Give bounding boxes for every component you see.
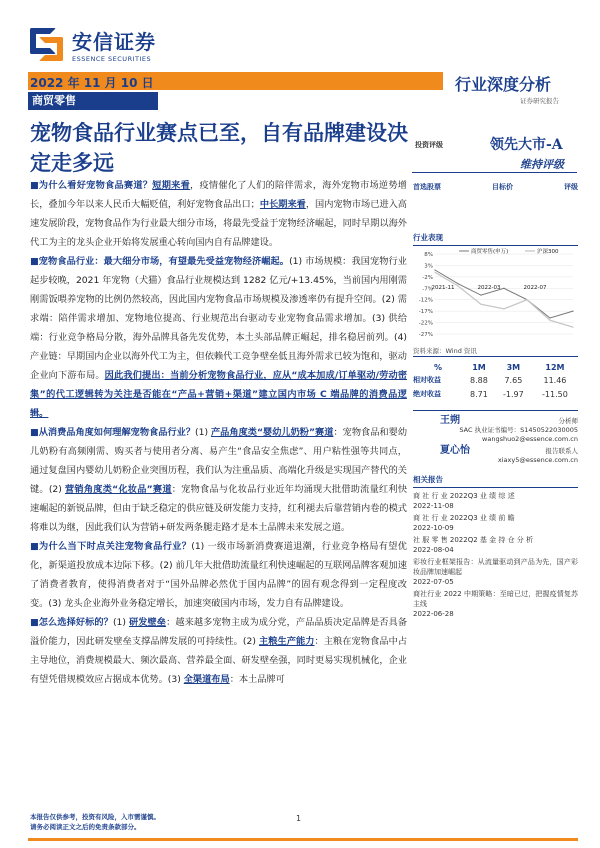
related-item[interactable]: 彩妆行业框架报告：从流量驱动到产品为先，国产彩妆品牌加速崛起 2022-07-05 (413, 558, 578, 586)
contact-role: 报告联系人 (545, 447, 578, 455)
data-point (457, 285, 458, 286)
divider (413, 356, 578, 357)
table-cell: -1.97 (503, 389, 524, 399)
series-line (435, 270, 573, 318)
analyst-name: 王朔 (440, 415, 460, 426)
data-point (457, 283, 458, 284)
paragraph-industry: ■宠物食品行业：最大细分市场，有望最先受益宠物经济崛起。(1) 市场规模：我国宠物行业起步较晚，2021 年宠物（犬猫）食品行业规模达到 1282 亿元/+13.45%，当前国内用刚需刚需饭喂养宠物的比例仍然较高，因此国内宠物食品市场规模及渗透率仍有提升空间。(2) 需求端：陪伴需求增加、宠物地位提高、行业规范出台驱动专业宠物食品需求增加。(3) 供给端：行业竞争格局分散，海外品牌具备先发优势，本土头部品牌正崛起，排名稳居前列。(4) 产业链：早期国内企业以海外代工为主，但依赖代工竞争壁垒低且海外需求已较为饱和，驱动企业向下游布局。因此我们提出：当前分析宠物食品行业，应从“成本加成/订单驱动/劳动密集”的代工逻辑转为关注是否能在“产品+营销+渠道”建立国内市场 C 端品牌的消费品逻辑。 (30, 256, 408, 419)
analyst-block (440, 416, 578, 444)
page-number: 1 (296, 814, 302, 823)
table-row (413, 387, 578, 401)
report-date: 2022 年 11 月 10 日 (30, 76, 154, 90)
data-point (434, 272, 435, 273)
data-point (526, 299, 527, 300)
table-header: 3M (506, 363, 521, 372)
brand-logo (30, 26, 156, 63)
x-tick-label: 2022-07 (523, 285, 547, 291)
analyst-role: 分析师 (558, 417, 578, 425)
report-type: 行业深度分析 (455, 75, 552, 94)
related-item[interactable]: 商 社 行 业 2022Q3 业 绩 综 述 2022-11-08 (413, 492, 515, 510)
paragraph-timing: ■为什么当下时点关注宠物食品行业？(1) 一级市场新消费赛道退潮，行业竞争格局有望优化，新渠道投放成本边际下移。(2) 前几年大批借助流量红利快速崛起的互联网品牌客观加速了消费者教育，使得消费者对于“国外品牌必然优于国内品牌”的固有观念得到一定程度改变。(3) 龙头企业海外业务稳定增长，加速突破国内市场，发力自有品牌建设。 (30, 541, 407, 609)
table-cell: 7.65 (504, 375, 523, 385)
data-point (480, 304, 481, 305)
related-reports (413, 474, 578, 621)
table-header-row (413, 362, 578, 373)
brand-name-cn: 安信证券 (72, 30, 156, 54)
rating-value: 领先大市-A (490, 137, 563, 153)
data-point (549, 320, 550, 321)
table-cell: 8.88 (470, 375, 488, 385)
table-row (413, 373, 578, 387)
table-cell: 8.71 (470, 389, 488, 399)
y-tick-label: 3% (424, 263, 433, 270)
report-subtype: 证券研究报告 (520, 97, 559, 105)
table-header: % (434, 363, 443, 372)
report-body (30, 176, 407, 689)
rating-keep: 维持评级 (520, 158, 564, 171)
stock-col-pick: 首选股票 (413, 183, 441, 191)
legend-label: 商贸零售(申万) (471, 249, 509, 255)
contact-block (440, 446, 578, 465)
x-tick-label: 2021-11 (431, 285, 455, 291)
table-header: 1M (472, 363, 486, 372)
y-tick-label: -2% (422, 274, 433, 281)
contact-name: 夏心怡 (440, 445, 470, 456)
stock-col-rating: 评级 (564, 183, 578, 191)
row-label: 相对收益 (413, 376, 441, 384)
paragraph-why: ■为什么看好宠物食品赛道？短期来看，疫情催化了人们的陪伴需求，海外宠物市场逆势增长，叠加今年以来人民币大幅贬值，利好宠物食品出口；中长期来看，国内宠物市场已进入高速发展阶段，宠物食品作为行业最大细分市场，将最先受益于宠物经济崛起，同时早期以海外代工为主的龙头企业开始将发展重心转向国内自有品牌建设。 (30, 180, 407, 248)
footer-bar (28, 838, 578, 841)
data-point (434, 269, 435, 270)
data-point (572, 311, 573, 312)
brand-name-en: ESSENCE SECURITIES (72, 55, 152, 63)
y-tick-label: -7% (422, 286, 433, 293)
performance-chart-svg (413, 246, 578, 342)
divider (412, 172, 577, 173)
report-title: 宠物食品行业赛点已至，自有品牌建设决定走多远 (30, 120, 408, 175)
industry-category: 商贸零售 (28, 92, 158, 110)
legend-label: 沪深300 (537, 249, 559, 255)
analyst-email[interactable]: wangshuo2@essence.com.cn (482, 435, 578, 443)
logo-icon (30, 28, 64, 62)
related-item[interactable]: 商 社 行 业 2022Q3 业 绩 前 瞻 2022-10-09 (413, 514, 515, 532)
data-point (503, 288, 504, 289)
stock-header (413, 182, 578, 192)
related-item[interactable]: 商社行业 2022 中期策略：至暗已过，把握疫情复苏主线 2022-06-28 (413, 590, 578, 618)
table-cell: -11.50 (542, 389, 568, 399)
data-point (549, 317, 550, 318)
x-tick-label: 2022-03 (477, 285, 501, 291)
stock-col-target: 目标价 (492, 183, 513, 191)
divider (413, 410, 578, 411)
table-header: 12M (545, 363, 565, 372)
y-tick-label: 8% (424, 252, 433, 258)
performance-title: 行业表现 (413, 232, 578, 246)
analyst-sac: SAC 执业证书编号：S1450522030005 (459, 426, 578, 434)
paragraph-consumer: ■从消费品角度如何理解宠物食品行业？(1) 产品角度类“婴幼儿奶粉”赛道：宠物食品和婴幼儿奶粉有高频刚需、购买者与使用者分离、易产生“食品安全焦虑”、用户粘性强等共同点，通过复盘国内婴幼儿奶粉企业突围历程，我们认为注重品质、高端化升级是实现国产替代的关键。(2) 营销角度类“化妆品”赛道：宠物食品与化妆品行业近年均涌现大批借助流量红利快速崛起的新锐品牌，但由于缺乏稳定的供应链及研发能力支持，红利褪去后靠营销内卷的模式将难以为继，因此我们认为营销+研发两条腿走路才是本土品牌未来发展之道。 (30, 427, 408, 533)
related-item[interactable]: 社 服 零 售 2022Q2 基 金 持 仓 分 析 2022-08-04 (413, 536, 534, 554)
performance-table (413, 362, 578, 401)
contact-email[interactable]: xiaxy5@essence.com.cn (497, 456, 578, 464)
table-cell: 11.46 (543, 375, 567, 385)
y-tick-label: -27% (418, 332, 433, 338)
row-label: 绝对收益 (413, 390, 441, 398)
data-point (572, 327, 573, 328)
y-tick-label: -17% (418, 309, 433, 316)
y-tick-label: -22% (418, 320, 433, 327)
performance-chart (413, 246, 578, 342)
rating-label: 投资评级 (415, 141, 443, 149)
chart-source: 资料来源：Wind 资讯 (413, 347, 477, 355)
paragraph-selection: ■怎么选择好标的？(1) 研发壁垒：越来越多宠物主成为成分党，产品品质决定品牌是否具备溢价能力，因此研发壁垒支撑品牌发展的可持续性。(2) 主粮生产能力：主粮在宠物食品中占主导地位，消费规模最大、频次最高、营养最全面、研发壁垒强，同时更易实现机械化，企业有望凭借规模效应占据成本优势。(3) 全渠道布局：本土品牌可 (30, 617, 408, 685)
data-point (503, 308, 504, 309)
y-tick-label: -12% (418, 297, 433, 304)
related-title: 相关报告 (413, 474, 578, 488)
footer-disclaimer: 本报告仅供参考，投资有风险，入市需谨慎。 请务必阅读正文之后的免责条款部分。 (30, 813, 160, 831)
data-point (480, 295, 481, 296)
